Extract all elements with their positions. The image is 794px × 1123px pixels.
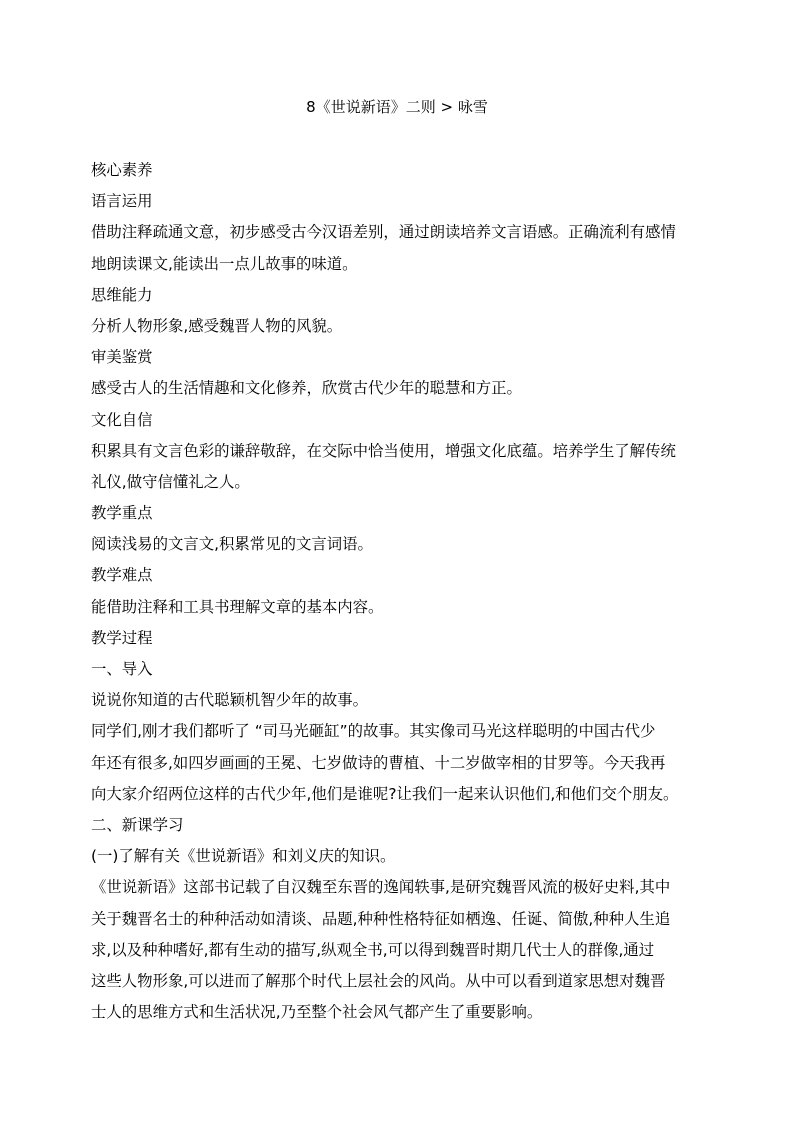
section-heading-teaching-difficulty: 教学难点 — [91, 566, 153, 585]
paragraph-line: 感受古人的生活情趣和文化修养，欣赏古代少年的聪慧和方正。 — [91, 379, 522, 398]
paragraph-line: 说说你知道的古代聪颖机智少年的故事。 — [91, 691, 369, 710]
paragraph-line: 向大家介绍两位这样的古代少年,他们是谁呢?让我们一起来认识他们,和他们交个朋友。 — [91, 784, 679, 803]
subheading-thinking-ability: 思维能力 — [91, 285, 153, 304]
paragraph-line: 士人的思维方式和生活状况,乃至整个社会风气都产生了重要影响。 — [91, 1003, 543, 1022]
subheading-introduction: 一、导入 — [91, 660, 153, 678]
page-title: 8《世说新语》二则 > 咏雪 — [306, 98, 488, 116]
paragraph-line: 阅读浅易的文言文,积累常见的文言词语。 — [91, 535, 373, 554]
document-body — [91, 155, 703, 1028]
paragraph-line: 这些人物形象,可以进而了解那个时代上层社会的风尚。从中可以看到道家思想对魏晋 — [91, 971, 666, 990]
section-heading-core-literacy: 核心素养 — [91, 161, 153, 179]
paragraph-line: 求,以及种种嗜好,都有生动的描写,纵观全书,可以得到魏晋时期几代士人的群像,通过 — [91, 940, 655, 959]
subheading-language-use: 语言运用 — [91, 192, 153, 211]
subheading-aesthetic-appreciation: 审美鉴赏 — [91, 348, 153, 367]
paragraph-line: 借助注释疏通文意，初步感受古今汉语差别，通过朗读培养文言语感。正确流利有感情 — [91, 223, 676, 242]
paragraph-line: 年还有很多,如四岁画画的王冕、七岁做诗的曹植、十二岁做宰相的甘罗等。今天我再 — [91, 753, 666, 772]
paragraph-line: 关于魏晋名士的种种活动如清谈、品题,种种性格特征如栖逸、任诞、简傲,种种人生追 — [91, 909, 671, 928]
subheading-cultural-confidence: 文化自信 — [91, 410, 153, 429]
section-heading-teaching-focus: 教学重点 — [91, 504, 153, 523]
paragraph-line: 礼仪,做守信懂礼之人。 — [91, 472, 250, 491]
paragraph-line: 能借助注释和工具书理解文章的基本内容。 — [91, 597, 384, 616]
paragraph-line: 分析人物形象,感受魏晋人物的风貌。 — [91, 316, 343, 335]
subheading-background-knowledge: (一)了解有关《世说新语》和刘义庆的知识。 — [91, 847, 396, 866]
paragraph-line: 同学们,刚才我们都听了 “司马光砸缸”的故事。其实像司马光这样聪明的中国古代少 — [91, 722, 656, 741]
paragraph-line: 《世说新语》这部书记载了自汉魏至东晋的逸闻轶事,是研究魏晋风流的极好史料,其中 — [91, 878, 671, 897]
paragraph-line: 地朗读课文,能读出一点儿故事的味道。 — [91, 254, 358, 273]
section-heading-teaching-process: 教学过程 — [91, 628, 153, 647]
paragraph-line: 积累具有文言色彩的谦辞敬辞，在交际中恰当使用，增强文化底蕴。培养学生了解传统 — [91, 441, 676, 460]
subheading-new-lesson: 二、新课学习 — [91, 815, 184, 834]
